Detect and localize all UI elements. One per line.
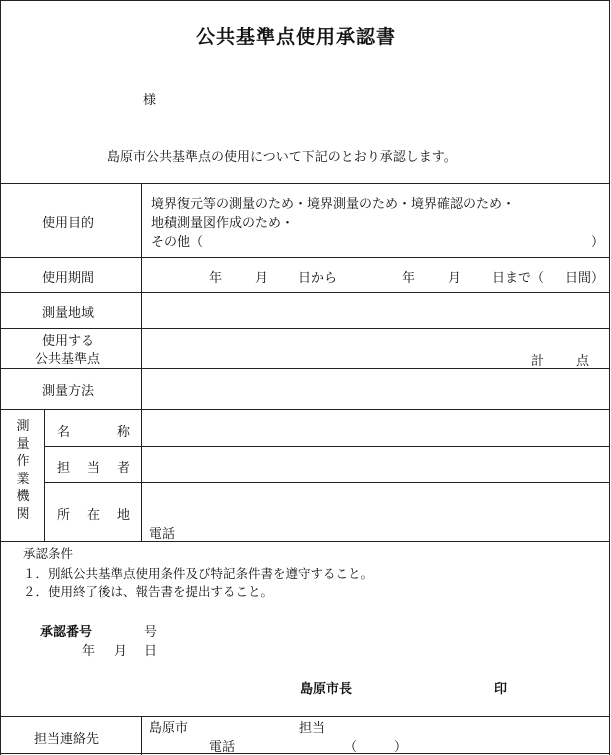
points-label-line2: 公共基準点 [35,352,101,367]
period-end-year: 年 [402,271,416,286]
org-address-label-c: 地 [117,508,131,523]
period-days: 日間） [565,271,605,286]
row-divider [0,292,610,293]
org-vertical-char: 業 [16,471,30,487]
form-bottom-border [0,753,610,754]
period-until: 日まで（ [492,271,545,286]
contact-person-label: 担当 [299,721,326,736]
points-unit: 点 [576,354,590,369]
row-divider [0,409,610,410]
signer-title: 島原市長 [300,682,353,697]
period-end-month: 月 [448,271,462,286]
org-vertical-char: 機 [16,489,30,504]
form-title: 公共基準点使用承認書 [196,26,397,48]
form-top-border [0,0,610,1]
contact-label-divider [141,716,142,755]
org-vertical-label [14,418,32,523]
contact-phone-paren-close: ） [394,740,408,755]
contact-city: 島原市 [149,721,189,736]
period-start-year: 年 [209,271,223,286]
org-name-label-b: 称 [117,425,131,440]
org-vertical-char: 関 [16,506,30,522]
row-divider [44,482,610,483]
condition-item-1: １．別紙公共基準点使用条件及び特記条件書を遵守すること。 [23,566,374,581]
org-name-label-a: 名 [57,425,71,440]
approval-number-suffix: 号 [144,625,158,640]
row-divider [0,183,610,184]
approval-number-label: 承認番号 [40,625,93,640]
org-address-label-a: 所 [57,508,71,523]
purpose-options-line2: 地積測量図作成のため・ [151,216,295,231]
addressee-suffix: 様 [143,93,157,108]
purpose-label: 使用目的 [42,216,95,231]
contact-phone-paren-open: （ [344,740,358,755]
form-left-border [0,0,1,755]
period-from: 日から [298,271,338,286]
org-phone-label: 電話 [149,527,176,542]
area-label: 測量地域 [42,306,95,321]
seal-mark: 印 [494,682,508,697]
org-label-divider [44,409,45,541]
label-column-divider [141,183,142,541]
purpose-other-close: ） [591,235,605,250]
purpose-options-line1: 境界復元等の測量のため・境界測量のため・境界確認のため・ [151,197,516,212]
intro-text: 島原市公共基準点の使用について下記のとおり承認します。 [107,150,457,165]
row-divider [0,541,610,542]
contact-phone-label: 電話 [209,740,236,755]
org-vertical-char: 量 [16,436,30,452]
approval-date-year: 年 [82,644,96,659]
org-address-label-b: 在 [87,508,101,523]
points-label-line1: 使用する [42,334,95,349]
purpose-other-open: その他（ [151,235,204,250]
org-staff-label-b: 当 [87,461,101,476]
method-label: 測量方法 [42,384,95,399]
row-divider [0,328,610,329]
points-total-label: 計 [531,354,545,369]
conditions-heading: 承認条件 [23,546,74,561]
org-vertical-char: 作 [16,454,30,469]
approval-date-month: 月 [114,644,128,659]
form-right-border [609,0,610,755]
org-staff-label-c: 者 [117,461,131,476]
contact-label: 担当連絡先 [34,732,100,747]
org-staff-label-a: 担 [57,461,71,476]
row-divider [0,368,610,369]
row-divider [0,257,610,258]
period-start-month: 月 [255,271,269,286]
row-divider [44,446,610,447]
approval-date-day: 日 [144,644,158,659]
period-label: 使用期間 [42,271,95,286]
org-vertical-char: 測 [16,419,30,434]
condition-item-2: ２．使用終了後は、報告書を提出すること。 [23,584,274,599]
